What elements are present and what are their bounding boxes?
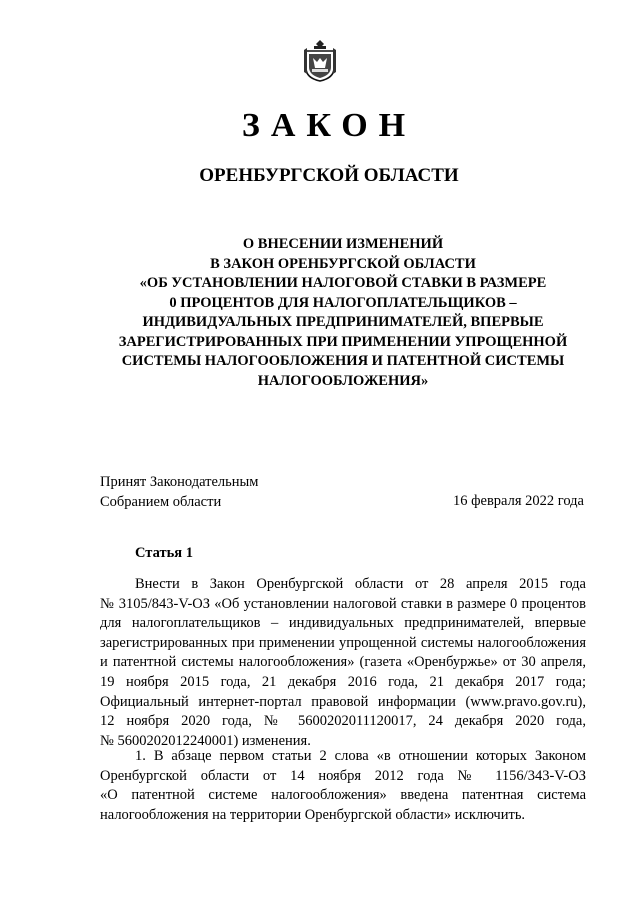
adoption-date: 16 февраля 2022 года (452, 493, 584, 509)
law-name-line: ЗАРЕГИСТРИРОВАННЫХ ПРИ ПРИМЕНЕНИИ УПРОЩЕННОЙ (118, 333, 568, 350)
coat-of-arms-icon (303, 38, 337, 82)
law-name-line: 0 ПРОЦЕНТОВ ДЛЯ НАЛОГОПЛАТЕЛЬЩИКОВ – (169, 294, 517, 311)
document-region: ОРЕНБУРГСКОЙ ОБЛАСТИ (199, 165, 459, 186)
law-name-line: В ЗАКОН ОРЕНБУРГСКОЙ ОБЛАСТИ (210, 255, 476, 272)
adoption-info (100, 473, 258, 512)
paragraph-line: зарегистрированных при применении упрощенной системы налогообложения (100, 634, 586, 651)
law-name-line: СИСТЕМЫ НАЛОГООБЛОЖЕНИЯ И ПАТЕНТНОЙ СИСТЕМЫ (121, 353, 565, 369)
law-name (100, 235, 586, 391)
paragraph-line: № 3105/843-V-ОЗ «Об установлении налоговой ставки в размере 0 процентов (100, 595, 586, 612)
paragraph-line: 12 ноября 2020 года, № 5600202011120017, 24 декабря 2020 года, (100, 713, 586, 730)
law-name-line: «ОБ УСТАНОВЛЕНИИ НАЛОГОВОЙ СТАВКИ В РАЗМЕРЕ (139, 275, 547, 291)
paragraph-line: Оренбургской области от 14 ноября 2012 года № 1156/343-V-ОЗ (100, 767, 586, 784)
law-name-line: ИНДИВИДУАЛЬНЫХ ПРЕДПРИНИМАТЕЛЕЙ, ВПЕРВЫЕ (142, 314, 544, 330)
article-paragraph (100, 747, 586, 825)
paragraph-line: «О патентной системе налогообложения» введена патентная система (100, 787, 586, 804)
paragraph-line: и патентной системы налогообложения» (газета «Оренбуржье» от 30 апреля, (100, 654, 586, 671)
law-name-line: НАЛОГООБЛОЖЕНИЯ» (257, 372, 429, 389)
paragraph-line: налогообложения на территории Оренбургской области» исключить. (100, 806, 526, 823)
paragraph-line: Официальный интернет-портал правовой информации (www.pravo.gov.ru), (100, 693, 586, 710)
paragraph-line: для налогоплательщиков – индивидуальных предпринимателей, впервые (100, 615, 586, 632)
article-paragraph (100, 575, 586, 751)
paragraph-line: 19 ноября 2015 года, 21 декабря 2016 года, 21 декабря 2017 года; (100, 673, 586, 690)
paragraph-line: Внести в Закон Оренбургской области от 28 апреля 2015 года (135, 576, 586, 592)
adoption-line: Собранием области (100, 493, 222, 510)
law-name-line: О ВНЕСЕНИИ ИЗМЕНЕНИЙ (242, 236, 444, 252)
adoption-line: Принят Законодательным (100, 474, 259, 490)
article-heading: Статья 1 (135, 545, 193, 561)
paragraph-line: 1. В абзаце первом статьи 2 слова «в отношении которых Законом (135, 748, 586, 764)
paragraph-line: № 5600202012240001) изменения. (100, 732, 311, 749)
document-title: ЗАКОН (241, 107, 417, 144)
